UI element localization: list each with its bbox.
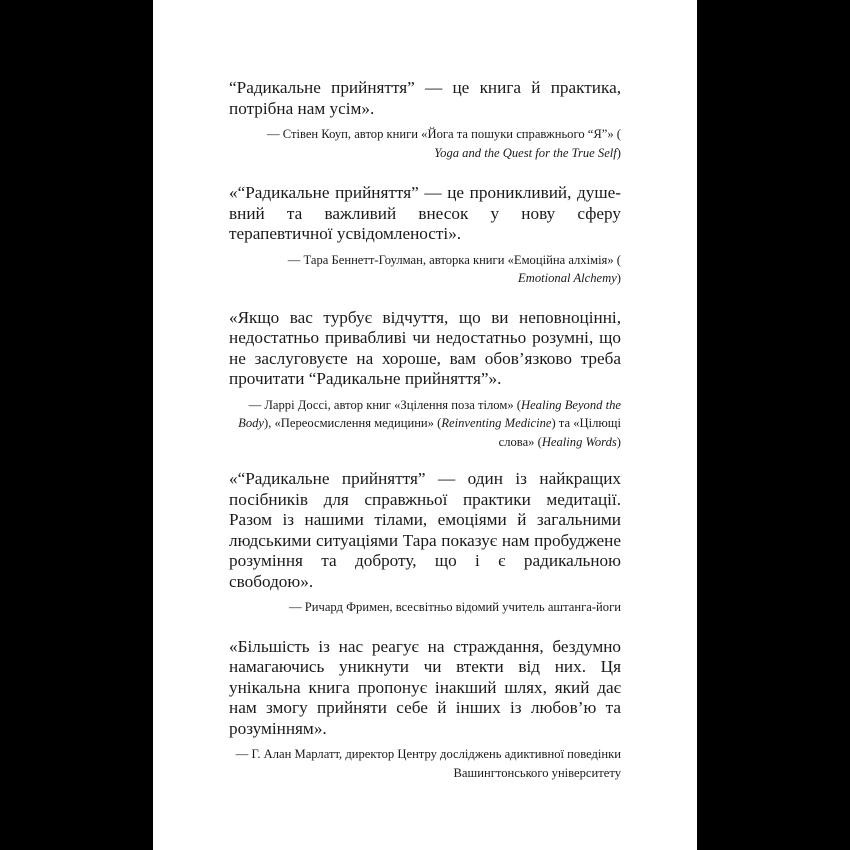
blurb-attribution [229,745,621,782]
attribution-title-italic: Yoga and the Quest for the True Self [434,145,617,160]
blurb-attribution [229,125,621,162]
blurb-quote: “Радикальне прийняття” — це книга й практика, потрібна нам усім». [229,78,621,118]
blurb-attribution [229,598,621,617]
attribution-title-italic: Healing Beyond the Body [238,397,621,430]
attribution-text: ) [616,271,621,285]
blurb-quote: «“Радикальне прийняття” — це проникливий, душевний та важливий внесок у нову сферу терапевтичної усвідомленості». [229,183,621,243]
attribution-text: — Ричард Фримен, всесвітньо відомий учитель аштанга-йоги [289,600,621,614]
book-page [153,0,697,850]
attribution-text: — Стівен Коуп, автор книги «Йога та пошуки справжнього “Я”» ( [266,127,621,141]
praise-blurb-2 [229,183,621,288]
attribution-text: ) та «Цілющі слова» ( [498,416,621,449]
attribution-title-italic: Emotional Alchemy [518,271,617,285]
attribution-title-italic: Reinventing Medicine [441,416,552,430]
attribution-text: ), «Переосмислення медицини» ( [264,416,442,430]
attribution-text: — Ларрі Доссі, автор книг «Зцілення поза тілом» ( [248,397,521,412]
praise-blurb-1 [229,78,621,162]
attribution-title-italic: Healing Words [541,434,617,449]
blurb-attribution [229,251,621,288]
attribution-text: ) [616,145,621,160]
blurb-attribution [229,396,621,452]
praise-blurb-4 [229,469,621,617]
attribution-text: ) [616,434,621,449]
blurb-quote: «“Радикальне прийняття” — один із найкращих посібників для справжньої практики медитації. Разом із нашими тілами, емоціями й загальними людськими ситуаціями Тара показує нам пробуджене розуміння та доброту, що і є радикальною свободою». [229,469,621,591]
praise-blurb-3 [229,308,621,452]
attribution-text: — Г. Алан Марлатт, директор Центру досліджень адиктивної поведінки Вашингтонського університету [235,747,621,780]
blurb-quote: «Якщо вас турбує відчуття, що ви неповноцінні, недостатньо привабливі чи недостатньо розумні, що не заслуговуєте на хороше, вам обов’язково треба прочитати “Радикальне прийняття”». [229,307,621,388]
praise-column [229,78,621,801]
blurb-quote: «Більшість із нас реагує на страждання, бездумно намагаючись уникнути чи втекти від них. Ця унікальна книга пропонує інакший шлях, який дає нам змогу прийняти себе й інших із любов’ю та розумінням». [229,636,621,738]
praise-blurb-5 [229,637,621,783]
attribution-text: — Тара Беннетт-Гоулман, авторка книги «Емоційна алхімія» ( [287,252,621,267]
